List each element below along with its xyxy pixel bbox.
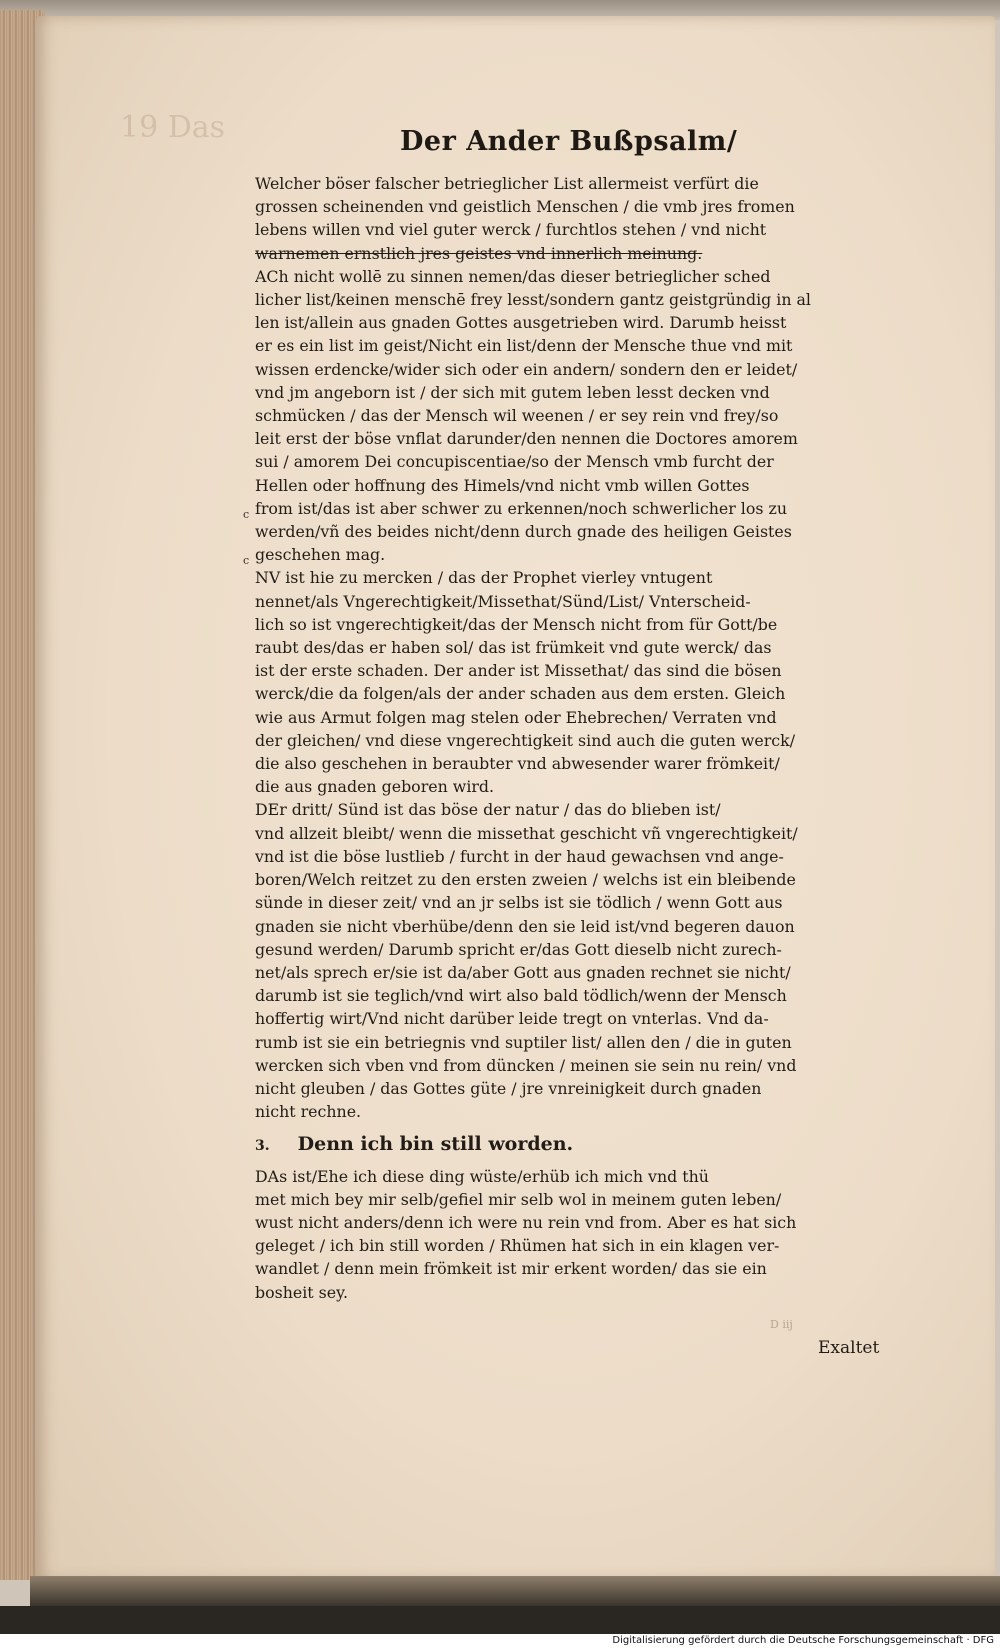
margin-mark: c	[243, 554, 250, 567]
text-line: from ist/das ist aber schwer zu erkennen/noch schwerlicher los zu	[255, 498, 787, 518]
text-line: sünde in dieser zeit/ vnd an jr selbs ist sie tödlich / wenn Gott aus	[255, 893, 783, 913]
body-text-block	[255, 172, 905, 1304]
text-line: lich so ist vngerechtigkeit/das der Mensch nicht from für Gott/be	[255, 614, 778, 634]
margin-mark: c	[243, 508, 250, 521]
text-line: vnd ist die böse lustlieb / furcht in der haud gewachsen vnd ange-	[255, 846, 784, 866]
signature-mark: D iij	[770, 1318, 793, 1331]
text-line: sui / amorem Dei concupiscentiae/so der Mensch vmb furcht der	[255, 452, 774, 472]
text-line: vnd allzeit bleibt/ wenn die missethat geschicht vñ vngerechtigkeit/	[255, 823, 798, 843]
section-number: 3.	[255, 1138, 270, 1155]
text-line: licher list/keinen menschē frey lesst/sondern gantz geistgründig in al	[255, 290, 811, 310]
text-line: NV ist hie zu mercken / das der Prophet vierley vntugent	[255, 568, 713, 588]
text-line: wie aus Armut folgen mag stelen oder Ehebrechen/ Verraten vnd	[255, 707, 777, 727]
section-title: Denn ich bin still worden.	[297, 1133, 574, 1156]
text-line: die also geschehen in beraubter vnd abwesender warer frömkeit/	[255, 754, 780, 774]
text-line: wissen erdencke/wider sich oder ein andern/ sondern den er leidet/	[255, 359, 798, 379]
text-line: grossen scheinenden vnd geistlich Menschen / die vmb jres fromen	[255, 197, 795, 217]
scanner-background	[0, 1606, 1000, 1634]
text-line: die aus gnaden geboren wird.	[255, 777, 495, 797]
text-line: nicht rechne.	[255, 1102, 362, 1122]
text-line: gesund werden/ Darumb spricht er/das Gott dieselb nicht zurech-	[255, 939, 782, 959]
text-line: wercken sich vben vnd from düncken / meinen sie sein nu rein/ vnd	[255, 1055, 797, 1075]
text-line-struck: warnemen ernstlich jres geistes vnd innerlich meinung.	[255, 243, 703, 263]
text-line: werck/die da folgen/als der ander schaden aus dem ersten. Gleich	[255, 684, 786, 704]
text-line: DEr dritt/ Sünd ist das böse der natur / das do blieben ist/	[255, 800, 721, 820]
text-line: der gleichen/ vnd diese vngerechtigkeit sind auch die guten werck/	[255, 730, 796, 750]
text-line: hoffertig wirt/Vnd nicht darüber leide tregt on vnterlas. Vnd da-	[255, 1009, 769, 1029]
section-text-line: met mich bey mir selb/gefiel mir selb wol in meinem guten leben/	[255, 1189, 782, 1209]
section-text-line: wust nicht anders/denn ich were nu rein vnd from. Aber es hat sich	[255, 1212, 797, 1232]
funding-credit: Digitalisierung gefördert durch die Deutsche Forschungsgemeinschaft · DFG	[612, 1635, 994, 1646]
text-line: nennet/als Vngerechtigkeit/Missethat/Sünd/List/ Vnterscheid-	[255, 591, 751, 611]
text-line: len ist/allein aus gnaden Gottes ausgetrieben wird. Darumb heisst	[255, 313, 787, 333]
text-line: darumb ist sie teglich/vnd wirt also bald tödlich/wenn der Mensch	[255, 986, 787, 1006]
text-line: boren/Welch reitzet zu den ersten zweien / welchs ist ein bleibende	[255, 870, 796, 890]
running-heading: Der Ander Bußpsalm/	[400, 126, 738, 157]
text-line: leit erst der böse vnflat darunder/den nennen die Doctores amorem	[255, 429, 798, 449]
text-line: vnd jm angeborn ist / der sich mit gutem leben lesst decken vnd	[255, 382, 770, 402]
section-text-line: geleget / ich bin still worden / Rhümen hat sich in ein klagen ver-	[255, 1236, 780, 1256]
section-text-line: bosheit sey.	[255, 1282, 348, 1302]
text-line: ACh nicht wollē zu sinnen nemen/das dieser betrieglicher sched	[255, 266, 771, 286]
page-bottom-edge	[30, 1576, 1000, 1606]
text-line: er es ein list im geist/Nicht ein list/denn der Mensche thue vnd mit	[255, 336, 793, 356]
text-line: geschehen mag.	[255, 545, 386, 565]
bleed-through-text: 19 Das	[120, 110, 226, 145]
catchword: Exaltet	[818, 1338, 880, 1358]
text-line: rumb ist sie ein betriegnis vnd suptiler list/ allen den / die in guten	[255, 1032, 792, 1052]
section-text-line: DAs ist/Ehe ich diese ding wüste/erhüb ich mich vnd thü	[255, 1166, 709, 1186]
text-line: nicht gleuben / das Gottes güte / jre vnreinigkeit durch gnaden	[255, 1078, 762, 1098]
section-heading	[255, 1133, 905, 1158]
text-line: Hellen oder hoffnung des Himels/vnd nicht vmb willen Gottes	[255, 475, 750, 495]
text-line: lebens willen vnd viel guter werck / furchtlos stehen / vnd nicht	[255, 220, 767, 240]
text-line: gnaden sie nicht vberhübe/denn den sie leid ist/vnd begeren dauon	[255, 916, 795, 936]
section-text-line: wandlet / denn mein frömkeit ist mir erkent worden/ das sie ein	[255, 1259, 767, 1279]
text-line: Welcher böser falscher betrieglicher List allermeist verfürt die	[255, 174, 759, 193]
text-line: schmücken / das der Mensch wil weenen / er sey rein vnd frey/so	[255, 406, 779, 426]
text-line: werden/vñ des beides nicht/denn durch gnade des heiligen Geistes	[255, 522, 792, 542]
text-line: raubt des/das er haben sol/ das ist frümkeit vnd gute werck/ das	[255, 638, 772, 658]
text-line: net/als sprech er/sie ist da/aber Gott aus gnaden rechnet sie nicht/	[255, 962, 791, 982]
text-line: ist der erste schaden. Der ander ist Missethat/ das sind die bösen	[255, 661, 782, 681]
